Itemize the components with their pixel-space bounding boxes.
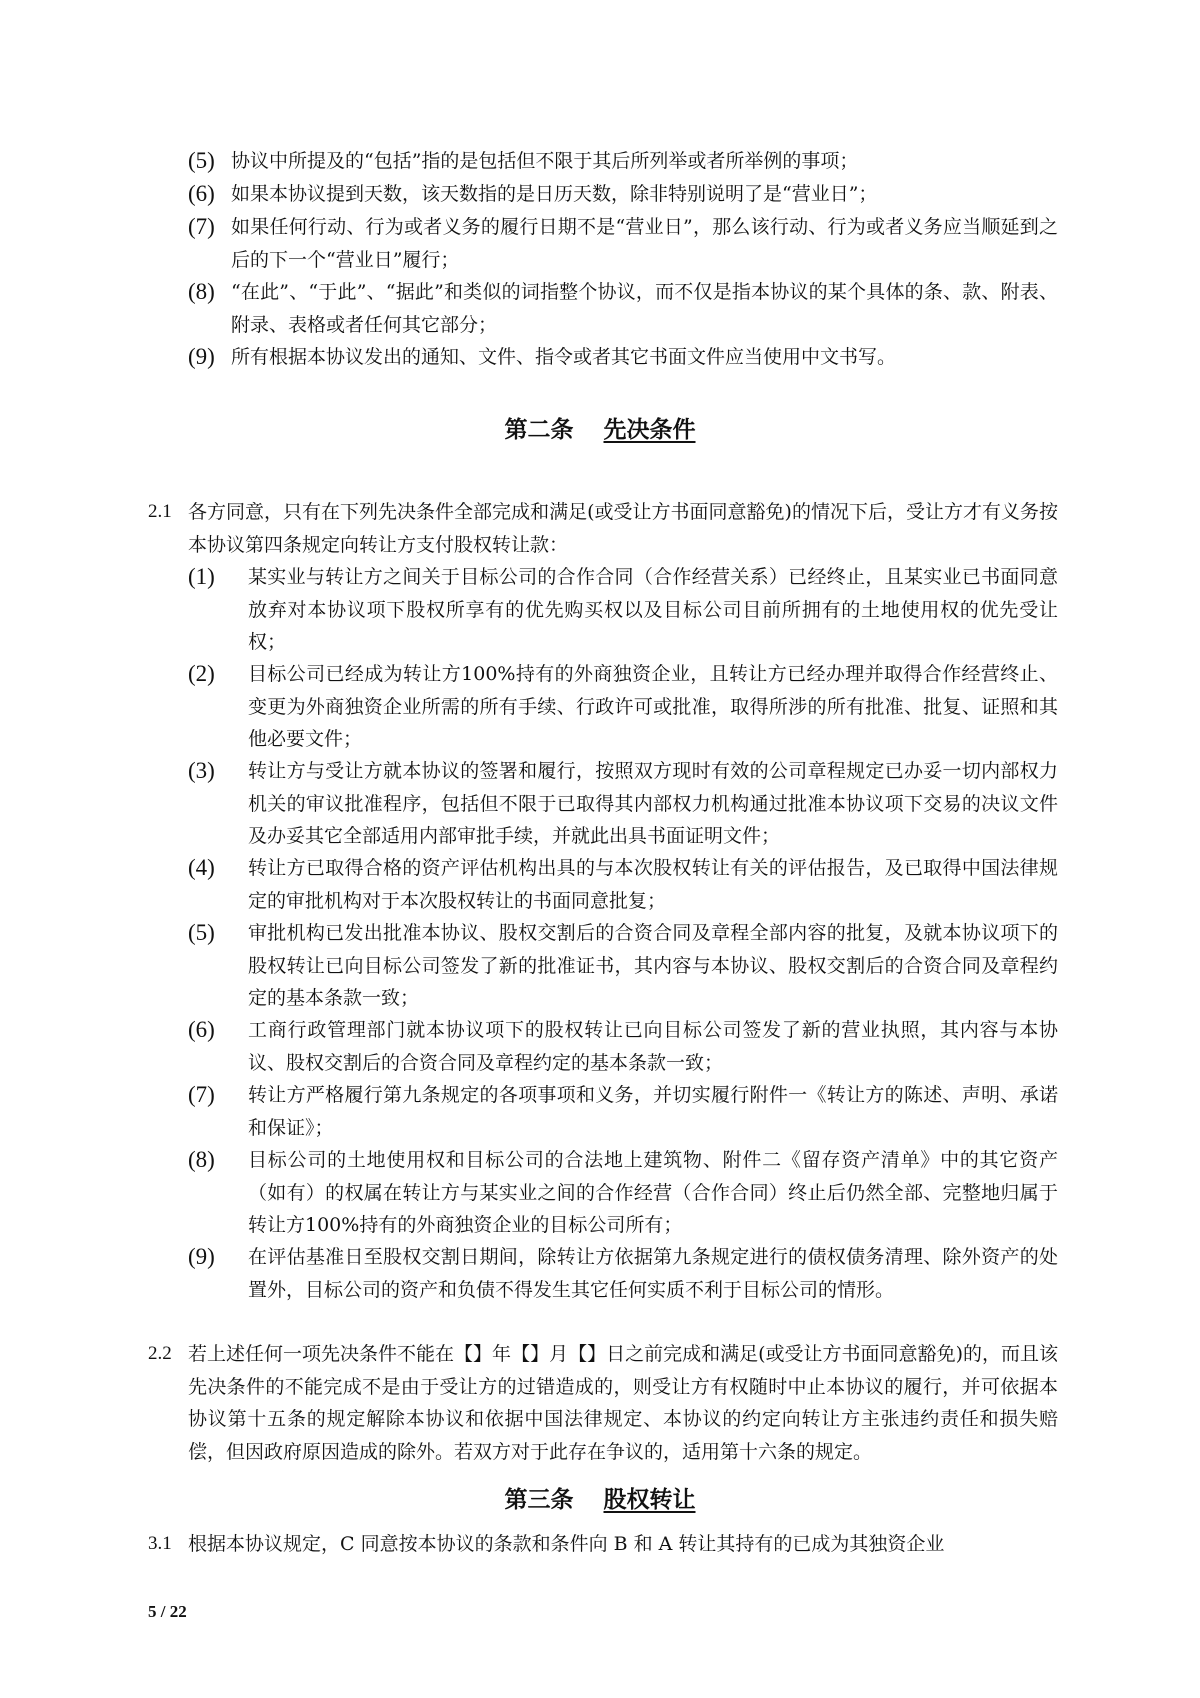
- item-number: (9): [188, 344, 215, 369]
- article-title: 先决条件: [603, 416, 696, 443]
- item-text: “在此”、“于此”、“据此”和类似的词指整个协议，而不仅是指本协议的某个具体的条、款、附表、附录、表格或者任何其它部分；: [231, 281, 1058, 336]
- item-number: (8): [188, 1147, 215, 1172]
- item-number: (9): [188, 1244, 215, 1269]
- definition-item-7: [188, 211, 1058, 276]
- item-number: (2): [188, 661, 215, 686]
- clause-number: 2.2: [148, 1343, 172, 1364]
- item-text: 在评估基准日至股权交割日期间，除转让方依据第九条规定进行的债权债务清理、除外资产的处置外，目标公司的资产和负债不得发生其它任何实质不利于目标公司的情形。: [248, 1246, 1058, 1301]
- item-text: 审批机构已发出批准本协议、股权交割后的合资合同及章程全部内容的批复，及就本协议项下的股权转让已向目标公司签发了新的批准证书，其内容与本协议、股权交割后的合资合同及章程约定的基本条款一致；: [248, 922, 1058, 1009]
- condition-item-1: [188, 561, 1058, 659]
- item-number: (4): [188, 855, 215, 880]
- item-text: 转让方与受让方就本协议的签署和履行，按照双方现时有效的公司章程规定已办妥一切内部权力机关的审议批准程序，包括但不限于已取得其内部权力机构通过批准本协议项下交易的决议文件及办妥其它全部适用内部审批手续，并就此出具书面证明文件；: [248, 760, 1058, 847]
- article-3-heading: [0, 1480, 1200, 1520]
- clause-number: 2.1: [148, 501, 172, 522]
- item-text: 转让方严格履行第九条规定的各项事项和义务，并切实履行附件一《转让方的陈述、声明、承诺和保证》；: [248, 1084, 1058, 1139]
- clause-2-1: [148, 496, 1058, 561]
- item-text: 某实业与转让方之间关于目标公司的合作合同（合作经营关系）已经终止，且某实业已书面同意放弃对本协议项下股权所享有的优先购买权以及目标公司目前所拥有的土地使用权的优先受让权；: [248, 566, 1058, 653]
- condition-item-5: [188, 917, 1058, 1015]
- article-label: 第三条: [504, 1486, 574, 1513]
- item-text: 转让方已取得合格的资产评估机构出具的与本次股权转让有关的评估报告，及已取得中国法律规定的审批机构对于本次股权转让的书面同意批复；: [248, 857, 1058, 912]
- definition-item-6: [188, 178, 1058, 211]
- definition-item-8: [188, 276, 1058, 341]
- clause-text: 根据本协议规定，C 同意按本协议的条款和条件向 B 和 A 转让其持有的已成为其独资企业: [188, 1533, 945, 1555]
- condition-item-4: [188, 852, 1058, 917]
- item-number: (6): [188, 181, 215, 206]
- condition-item-2: [188, 658, 1058, 756]
- definition-item-5: [188, 145, 1058, 178]
- clause-number: 3.1: [148, 1533, 172, 1554]
- clause-text: 若上述任何一项先决条件不能在【】年【】月【】日之前完成和满足(或受让方书面同意豁免)的，而且该先决条件的不能完成不是由于受让方的过错造成的，则受让方有权随时中止本协议的履行，并可依据本协议第十五条的规定解除本协议和依据中国法律规定、本协议的约定向转让方主张违约责任和损失赔偿，但因政府原因造成的除外。若双方对于此存在争议的，适用第十六条的规定。: [188, 1343, 1058, 1463]
- item-text: 目标公司已经成为转让方100%持有的外商独资企业，且转让方已经办理并取得合作经营终止、变更为外商独资企业所需的所有手续、行政许可或批准，取得所涉的所有批准、批复、证照和其他必要文件；: [248, 663, 1058, 750]
- item-text: 协议中所提及的“包括”指的是包括但不限于其后所列举或者所举例的事项；: [231, 150, 859, 172]
- item-number: (7): [188, 1082, 215, 1107]
- definition-item-9: [188, 341, 1058, 374]
- item-text: 目标公司的土地使用权和目标公司的合法地上建筑物、附件二《留存资产清单》中的其它资产（如有）的权属在转让方与某实业之间的合作经营（合作合同）终止后仍然全部、完整地归属于转让方100%持有的外商独资企业的目标公司所有；: [248, 1149, 1058, 1236]
- condition-item-9: [188, 1241, 1058, 1306]
- clause-3-1: [148, 1528, 1058, 1561]
- item-text: 如果任何行动、行为或者义务的履行日期不是“营业日”，那么该行动、行为或者义务应当顺延到之后的下一个“营业日”履行；: [231, 216, 1058, 271]
- article-label: 第二条: [504, 416, 574, 443]
- item-number: (7): [188, 214, 215, 239]
- item-text: 工商行政管理部门就本协议项下的股权转让已向目标公司签发了新的营业执照，其内容与本协议、股权交割后的合资合同及章程约定的基本条款一致；: [248, 1019, 1058, 1074]
- item-number: (5): [188, 148, 215, 173]
- page-number: 5 / 22: [148, 1602, 187, 1621]
- condition-item-6: [188, 1014, 1058, 1079]
- item-number: (8): [188, 279, 215, 304]
- item-text: 如果本协议提到天数，该天数指的是日历天数，除非特别说明了是“营业日”；: [231, 183, 878, 205]
- clause-2-2: [148, 1338, 1058, 1468]
- article-2-heading: [0, 410, 1200, 450]
- item-number: (5): [188, 920, 215, 945]
- clause-text: 各方同意，只有在下列先决条件全部完成和满足(或受让方书面同意豁免)的情况下后，受让方才有义务按本协议第四条规定向转让方支付股权转让款：: [188, 501, 1058, 556]
- condition-item-8: [188, 1144, 1058, 1242]
- condition-item-3: [188, 755, 1058, 853]
- item-number: (3): [188, 758, 215, 783]
- item-number: (1): [188, 564, 215, 589]
- item-number: (6): [188, 1017, 215, 1042]
- condition-item-7: [188, 1079, 1058, 1144]
- item-text: 所有根据本协议发出的通知、文件、指令或者其它书面文件应当使用中文书写。: [231, 346, 897, 368]
- article-title: 股权转让: [603, 1486, 696, 1513]
